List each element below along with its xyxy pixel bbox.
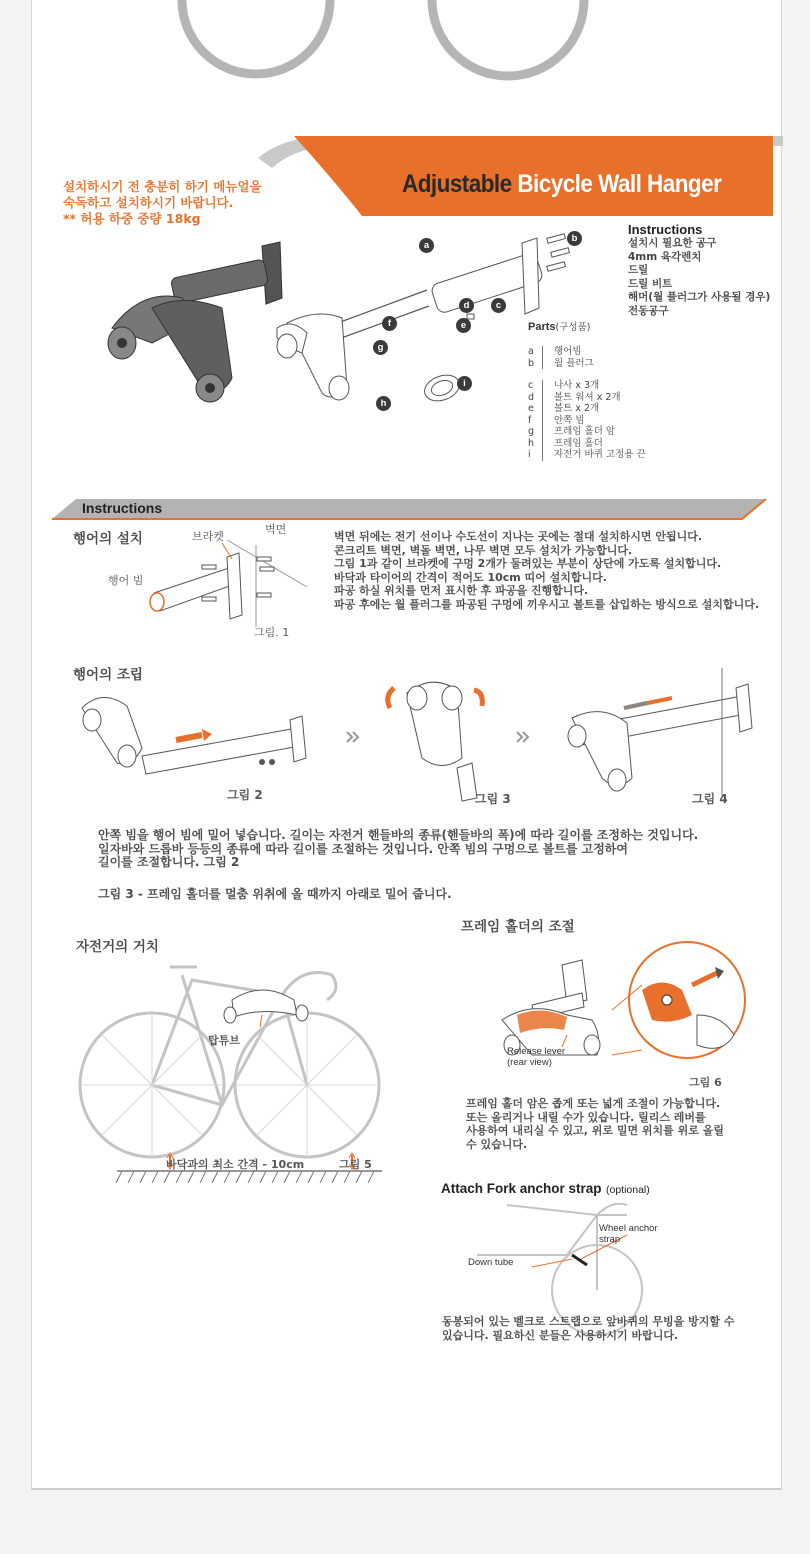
parts-item-name: 볼트 x 2개 — [554, 403, 600, 414]
wheel-strap-label — [599, 1224, 658, 1245]
install-text — [334, 530, 759, 611]
figure-6: 그림 6 — [689, 1076, 722, 1089]
frame-holder-text-line: 사용하여 내리실 수 있고, 위로 밀면 위치를 위로 올릴 — [466, 1124, 724, 1137]
parts-item-divider — [542, 392, 552, 404]
warning-line-1: 설치하시기 전 충분히 하기 메뉴얼을 — [63, 179, 262, 194]
install-text-line: 벽면 뒤에는 전기 선이나 수도선이 지나는 곳에는 절대 설치하시면 안됩니다. — [334, 530, 703, 543]
parts-title: Parts — [528, 321, 556, 333]
fork-strap-text-line: 있습니다. 필요하신 분들은 사용하시기 바랍니다. — [442, 1328, 679, 1342]
parts-item-divider — [542, 415, 552, 427]
part-callout: f — [382, 316, 397, 331]
install-text-line: 파공 하실 위치를 먼저 표시한 후 파공을 진행합니다. — [334, 584, 589, 597]
figure-2: 그림 2 — [227, 788, 263, 802]
install-text-line: 그림 1과 같이 브라켓에 구멍 2개가 둘려있는 부분이 상단에 가도록 설치합니다. — [334, 557, 722, 570]
assembly-heading: 행어의 조립 — [73, 667, 143, 683]
load-limit: ** 허용 하중 중량 18kg — [63, 211, 201, 226]
title-part1: Adjustable — [402, 170, 512, 198]
frame-holder-text-line: 프레임 홀더 암은 좁게 또는 넓게 조절이 가능합니다. — [466, 1097, 721, 1110]
assembly-illustrations — [72, 668, 772, 798]
figure-5: 그림 5 — [339, 1158, 372, 1171]
figure-4: 그림 4 — [692, 792, 728, 806]
parts-item-key: i — [528, 449, 531, 460]
assembly-text-line: 길이를 조절합니다. 그림 2 — [98, 855, 240, 869]
assembly-text — [98, 829, 698, 870]
mounting-heading: 자전거의 거치 — [76, 939, 159, 955]
strap-label-line-1: Wheel anchor — [599, 1223, 658, 1234]
parts-item-divider — [542, 438, 552, 450]
label-toptube: 탑튜브 — [208, 1034, 240, 1047]
install-heading: 행어의 설치 — [73, 531, 143, 547]
release-lever-label — [507, 1047, 565, 1068]
tool-item: 전동공구 — [628, 304, 669, 317]
bike-mount-illustration — [72, 955, 382, 1190]
parts-item-name: 나사 x 3개 — [554, 380, 600, 391]
parts-item-divider — [542, 380, 552, 392]
parts-item — [528, 403, 646, 415]
parts-item-key: d — [528, 391, 535, 403]
tools-items — [628, 237, 770, 318]
parts-item-divider — [542, 403, 552, 415]
tools-list — [628, 222, 770, 318]
fork-strap-illustration — [477, 1195, 657, 1300]
assembly-text-line: 일자바와 드롭바 등등의 종류에 따라 길이를 조절하는 것입니다. 안쪽 빔의 구멍으로 볼트를 고정하여 — [98, 841, 628, 856]
parts-item — [528, 449, 646, 461]
frame-holder-text — [466, 1097, 724, 1151]
parts-list — [528, 315, 646, 461]
install-text-line: 콘크리트 벽면, 벽돌 벽면, 나무 벽면 모두 설치가 가능합니다. — [334, 543, 633, 557]
label-beam: 행어 빔 — [108, 574, 144, 587]
parts-item — [528, 415, 646, 427]
frame-holder-heading: 프레임 홀더의 조절 — [461, 919, 575, 935]
parts-item-key: f — [528, 414, 532, 426]
part-callout: c — [491, 298, 506, 313]
parts-item-key: b — [528, 357, 535, 369]
parts-item-key: a — [528, 346, 534, 357]
fork-strap-optional: (optional) — [605, 1184, 650, 1196]
part-callout: d — [459, 298, 474, 313]
part-callout: e — [456, 318, 471, 333]
fork-strap-title: Attach Fork anchor strap — [441, 1181, 602, 1196]
strap-label-line-2: strap — [599, 1233, 621, 1245]
tool-item: 드릴 비트 — [628, 277, 673, 290]
parts-item-key: g — [528, 426, 535, 437]
parts-item-key: e — [528, 403, 534, 414]
down-tube-label: Down tube — [468, 1257, 514, 1268]
parts-item-name: 볼트 워셔 x 2개 — [554, 391, 621, 403]
parts-items — [528, 346, 646, 461]
clearance-note: 바닥과의 최소 간격 - 10cm — [166, 1158, 305, 1171]
parts-title-sub: (구성품) — [555, 322, 591, 333]
parts-item — [528, 438, 646, 450]
parts-item-divider — [542, 449, 552, 461]
figure-1: 그림. 1 — [254, 626, 290, 639]
parts-item — [528, 426, 646, 438]
tool-item: 드릴 — [628, 264, 649, 276]
part-callout: i — [457, 376, 472, 391]
label-bracket: 브라켓 — [192, 530, 224, 543]
release-label-line-2: (rear view) — [507, 1056, 552, 1068]
title-part2: Bicycle Wall Hanger — [517, 170, 722, 198]
tools-title: Instructions — [628, 222, 703, 237]
parts-item-key: c — [528, 380, 534, 391]
part-callout: g — [373, 340, 388, 355]
install-illustration — [132, 535, 312, 625]
install-text-line: 파공 후에는 월 플러그를 파공된 구멍에 끼우시고 볼트를 삽입하는 방식으로 설치합니다. — [334, 597, 760, 611]
frame-holder-text-line: 수 있습니다. — [466, 1137, 528, 1151]
part-callout: b — [567, 231, 582, 246]
tool-item: 설치시 필요한 공구 — [628, 237, 717, 249]
part-callout: h — [376, 396, 391, 411]
parts-item-name: 프레임 홀더 — [554, 437, 603, 449]
warning-line-2: 숙독하고 설치하시기 바랍니다. — [63, 195, 234, 210]
parts-item-name: 자전거 바퀴 고정용 끈 — [554, 449, 646, 460]
product-title — [402, 170, 721, 199]
instructions-bar-title: Instructions — [82, 500, 163, 516]
parts-item-name: 프레임 홀더 암 — [554, 426, 616, 437]
part-callout: a — [419, 238, 434, 253]
parts-item-name: 월 플러그 — [554, 357, 594, 369]
parts-item — [528, 392, 646, 404]
parts-item — [528, 358, 646, 370]
wheel-arcs-decoration — [32, 0, 783, 60]
fork-strap-text — [442, 1315, 734, 1342]
tool-item: 4mm 육각렌치 — [628, 250, 702, 263]
parts-item-divider — [542, 426, 552, 438]
parts-item — [528, 346, 646, 358]
parts-item — [528, 380, 646, 392]
parts-item-name: 행어빔 — [554, 346, 582, 357]
assembly-text-line: 안쪽 빔을 행어 빔에 밀어 넣습니다. 길이는 자전거 핸들바의 종류(핸들바의 폭)에 따라 길이를 조정하는 것입니다. — [98, 828, 699, 842]
parts-item-divider — [542, 346, 552, 358]
label-wall: 벽면 — [265, 523, 287, 536]
manual-page — [31, 0, 782, 1490]
parts-item-name: 안쪽 빔 — [554, 414, 585, 426]
release-label-line-1: Release lever — [507, 1046, 566, 1057]
fork-strap-text-line: 동봉되어 있는 벨크로 스트랩으로 앞바퀴의 무빙을 방지할 수 — [442, 1315, 735, 1328]
parts-item-divider — [542, 358, 552, 370]
frame-holder-text-line: 또는 올리거나 내릴 수가 있습니다. 릴리스 레버를 — [466, 1110, 706, 1124]
install-text-line: 바닥과 타이어의 간격이 적어도 10cm 띠어 설치합니다. — [334, 570, 607, 584]
figure-3: 그림 3 — [475, 792, 511, 806]
tool-item: 해머(월 플러그가 사용될 경우) — [628, 291, 771, 303]
assembly-note: 그림 3 - 프레임 홀더를 멀춤 위취에 올 때까지 아래로 밀어 줍니다. — [98, 887, 452, 901]
warning-text — [63, 179, 262, 227]
parts-item-key: h — [528, 437, 535, 449]
